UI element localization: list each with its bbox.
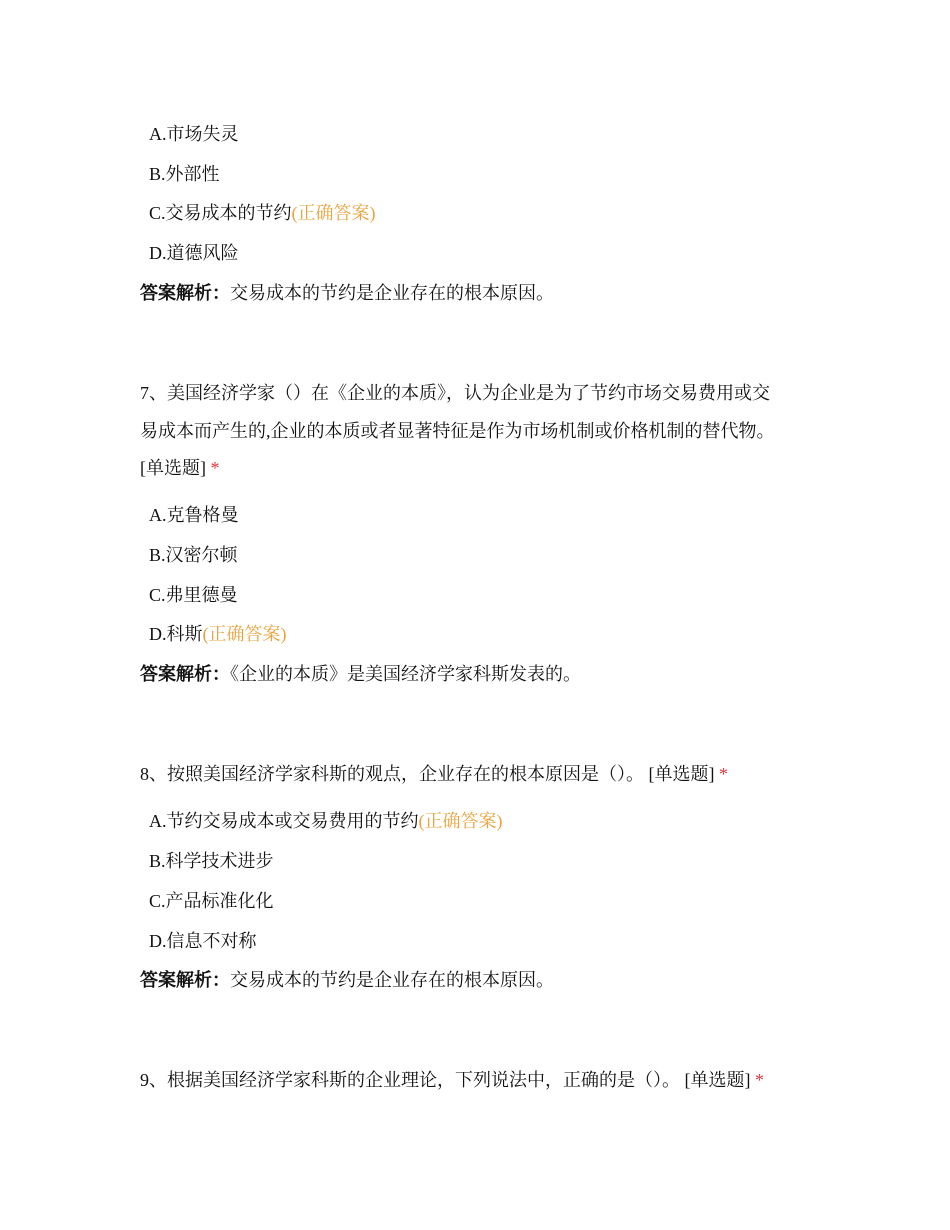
required-mark: * bbox=[719, 764, 728, 784]
correct-answer-tag: (正确答案) bbox=[291, 203, 376, 223]
q8-option-a: A.节约交易成本或交易费用的节约(正确答案) bbox=[149, 811, 503, 831]
q6-option-d: D.道德风险 bbox=[149, 243, 239, 263]
q8-option-c: C.产品标准化化 bbox=[149, 891, 274, 911]
correct-answer-tag: (正确答案) bbox=[418, 811, 503, 831]
q8-option-b: B.科学技术进步 bbox=[149, 851, 274, 871]
q7-stem-line1: 7、美国经济学家（）在《企业的本质》，认为企业是为了节约市场交易费用或交 bbox=[140, 383, 770, 403]
q8-stem: 8、按照美国经济学家科斯的观点，企业存在的根本原因是（）。 [单选题] * bbox=[140, 764, 728, 784]
q6-option-b: B.外部性 bbox=[149, 164, 220, 184]
required-mark: * bbox=[210, 458, 220, 478]
q9-stem: 9、根据美国经济学家科斯的企业理论，下列说法中，正确的是（）。 [单选题] * bbox=[140, 1070, 764, 1090]
q6-option-c: C.交易成本的节约(正确答案) bbox=[149, 203, 376, 223]
explanation-label: 答案解析： bbox=[140, 970, 230, 990]
q7-question-type: [单选题] * bbox=[140, 458, 220, 478]
q7-option-b: B.汉密尔顿 bbox=[149, 545, 238, 565]
explanation-label: 答案解析： bbox=[140, 664, 230, 684]
q7-explanation: 答案解析：《企业的本质》是美国经济学家科斯发表的。 bbox=[140, 664, 581, 684]
required-mark: * bbox=[755, 1070, 764, 1090]
q7-option-d: D.科斯(正确答案) bbox=[149, 624, 287, 644]
q8-explanation: 答案解析：交易成本的节约是企业存在的根本原因。 bbox=[140, 970, 554, 990]
q7-stem-line2: 易成本而产生的,企业的本质或者显著特征是作为市场机制或价格机制的替代物。 bbox=[140, 421, 775, 441]
q6-option-a: A.市场失灵 bbox=[149, 124, 239, 144]
correct-answer-tag: (正确答案) bbox=[202, 624, 287, 644]
q7-option-a: A.克鲁格曼 bbox=[149, 505, 239, 525]
q8-option-d: D.信息不对称 bbox=[149, 931, 257, 951]
q7-option-c: C.弗里德曼 bbox=[149, 585, 238, 605]
q6-explanation: 答案解析：交易成本的节约是企业存在的根本原因。 bbox=[140, 283, 554, 303]
explanation-label: 答案解析： bbox=[140, 283, 230, 303]
